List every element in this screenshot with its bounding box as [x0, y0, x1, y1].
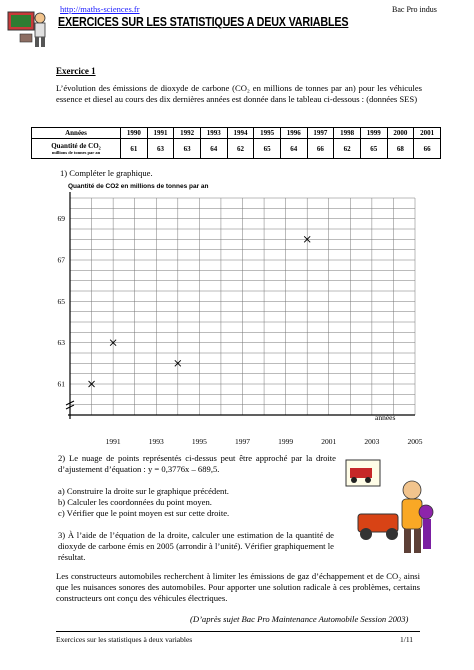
table-cell: 1997: [307, 128, 334, 139]
question-2b: b) Calculer les coordonnées du point moyen.: [58, 497, 212, 507]
table-cell: 61: [121, 139, 148, 159]
table-cell: 68: [387, 139, 414, 159]
table-cell: 62: [227, 139, 254, 159]
table-cell: 1991: [147, 128, 174, 139]
page-title: EXERCICES SUR LES STATISTIQUES A DEUX VARIABLES: [58, 15, 349, 29]
table-row-values: [32, 139, 441, 159]
question-3: 3) À l’aide de l’équation de la droite, calculer une estimation de la quantité de dioxyde de carbone émis en 2005 (arrondir à l’unité). Vérifier graphiquement le résultat.: [58, 530, 334, 563]
x-tick-label: 1999: [278, 437, 294, 446]
table-cell: 65: [360, 139, 387, 159]
y-tick-label: 67: [57, 255, 65, 265]
page-number: 1/11: [400, 635, 414, 644]
table-cell: 1993: [200, 128, 227, 139]
table-cell: 64: [280, 139, 307, 159]
co2-label: Quantité de CO₂: [51, 141, 101, 150]
co2-unit-label: millions de tonnes par an: [51, 149, 101, 155]
y-tick-label: 65: [57, 296, 65, 306]
table-row-years: [32, 128, 441, 139]
table-cell: 63: [147, 139, 174, 159]
mechanics-illustration: [340, 456, 440, 566]
table-cell: 1992: [174, 128, 201, 139]
y-tick-label: 63: [57, 338, 65, 348]
question-2c: c) Vérifier que le point moyen est sur cette droite.: [58, 508, 230, 518]
x-tick-label: 2003: [364, 437, 380, 446]
y-tick-label: 61: [57, 379, 65, 389]
x-axis-label: années: [375, 413, 396, 422]
table-cell: 62: [334, 139, 361, 159]
table-cell: 1990: [121, 128, 148, 139]
teacher-illustration-icon: [6, 6, 50, 50]
y-tick-label: 69: [57, 214, 65, 224]
table-cell: 1995: [254, 128, 281, 139]
closing-paragraph: Les constructeurs automobiles recherchent à limiter les émissions de gaz d’échappement et de CO₂ ainsi que les nuisances sonores des automobiles. Pour apporter une solution radicale à ces problèmes, certains constructeurs ont conçu des véhicules électriques.: [56, 571, 420, 604]
table-cell: 2001: [414, 128, 441, 139]
table-cell: 63: [174, 139, 201, 159]
x-tick-label: 1997: [235, 437, 250, 446]
table-header-years: Années: [32, 128, 121, 139]
footer-left: Exercices sur les statistiques à deux variables: [56, 635, 193, 644]
data-table: [31, 127, 441, 159]
table-cell: 66: [307, 139, 334, 159]
x-tick-label: 2001: [321, 437, 337, 446]
table-header-co2: [32, 139, 121, 159]
source-citation: (D’après sujet Bac Pro Maintenance Automobile Session 2003): [190, 614, 409, 624]
x-tick-label: 2005: [407, 437, 423, 446]
table-cell: 1994: [227, 128, 254, 139]
x-tick-label: 1991: [105, 437, 121, 446]
scatter-chart: [40, 178, 430, 453]
table-cell: 65: [254, 139, 281, 159]
table-cell: 1999: [360, 128, 387, 139]
chart-title: Quantité de CO2 en millions de tonnes par an: [68, 183, 209, 190]
site-link[interactable]: http://maths-sciences.fr: [60, 4, 140, 14]
question-2: 2) Le nuage de points représentés ci-dessus peut être approché par la droite d’ajustement d’équation : y = 0,3776x – 689,5.: [58, 453, 336, 475]
x-tick-label: 1993: [148, 437, 164, 446]
exercise-title: Exercice 1: [56, 66, 96, 76]
question-2a: a) Construire la droite sur le graphique précédent.: [58, 486, 229, 496]
table-cell: 1998: [334, 128, 361, 139]
table-cell: 66: [414, 139, 441, 159]
header-right-label: Bac Pro indus: [392, 5, 437, 14]
table-cell: 2000: [387, 128, 414, 139]
footer-divider: [56, 631, 420, 632]
header-logo: [6, 6, 50, 50]
table-cell: 64: [200, 139, 227, 159]
exercise-intro: L’évolution des émissions de dioxyde de carbone (CO₂ en millions de tonnes par an) pour les véhicules essence et diesel au cours des dix dernières années est donnée dans le tableau ci-dessous : (données SES): [56, 83, 422, 105]
mechanics-car-icon: [340, 456, 440, 566]
x-tick-label: 1995: [191, 437, 207, 446]
question-1: 1) Compléter le graphique.: [60, 168, 153, 178]
table-cell: 1996: [280, 128, 307, 139]
